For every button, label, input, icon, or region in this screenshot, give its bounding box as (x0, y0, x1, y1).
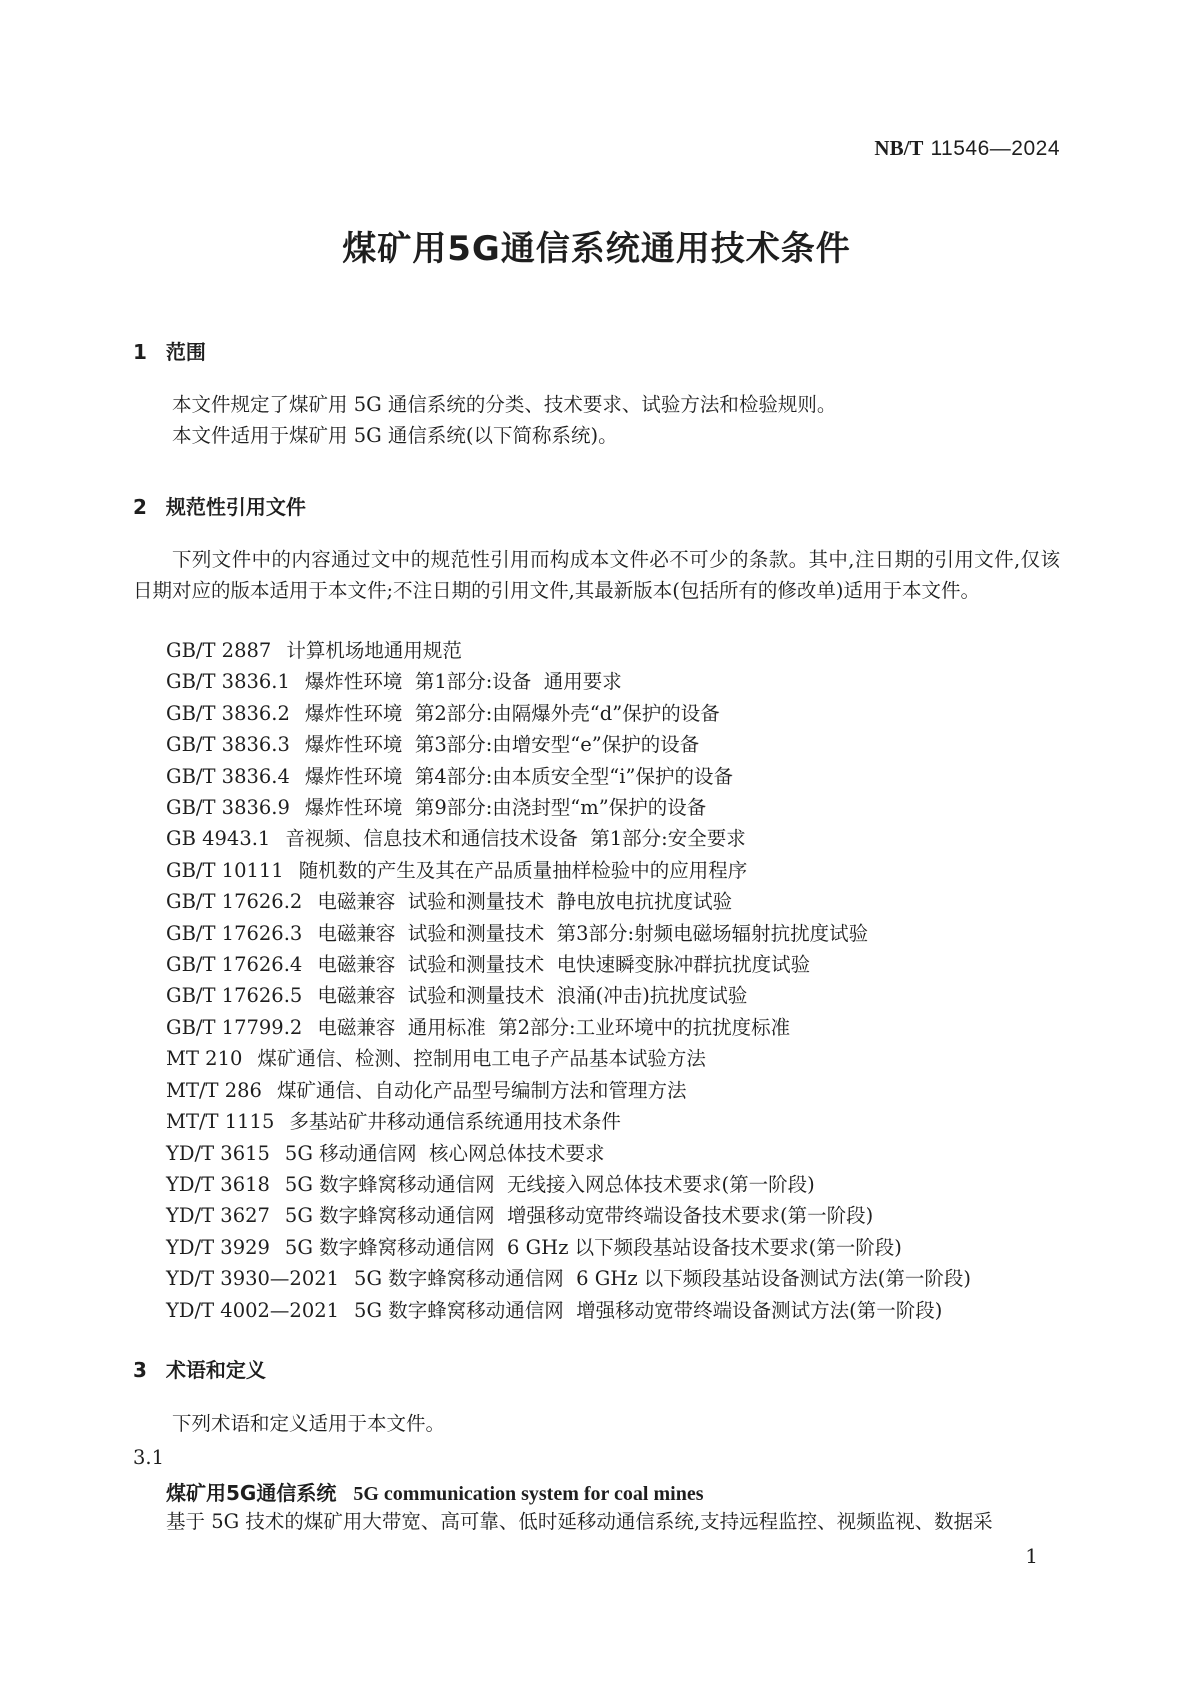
reference-code: GB/T 17626.2 (166, 890, 303, 914)
page-content (133, 0, 1060, 1684)
doc-number: 11546—2024 (930, 137, 1060, 160)
reference-code: MT/T 1115 (166, 1110, 275, 1134)
reference-title: 电磁兼容 试验和测量技术 浪涌(冲击)抗扰度试验 (317, 984, 748, 1008)
reference-item (133, 1295, 1060, 1326)
paragraph: 本文件规定了煤矿用 5G 通信系统的分类、技术要求、试验方法和检验规则。 (172, 393, 837, 416)
reference-item (133, 886, 1060, 917)
reference-title: 多基站矿井移动通信系统通用技术条件 (289, 1110, 621, 1134)
reference-item (133, 729, 1060, 760)
section-3-title: 术语和定义 (165, 1358, 266, 1382)
reference-item (133, 761, 1060, 792)
reference-title: 5G 数字蜂窝移动通信网 增强移动宽带终端设备技术要求(第一阶段) (284, 1204, 874, 1228)
reference-code: GB 4943.1 (166, 827, 271, 851)
reference-code: MT/T 286 (166, 1078, 262, 1102)
reference-item (133, 1043, 1060, 1074)
reference-code: GB/T 3836.2 (166, 701, 290, 725)
reference-item (133, 1169, 1060, 1200)
reference-code: GB/T 3836.1 (166, 670, 290, 694)
reference-item (133, 1075, 1060, 1106)
reference-code: YD/T 3929 (166, 1235, 270, 1259)
reference-code: YD/T 3627 (166, 1204, 270, 1228)
term-name-en: 5G communication system for coal mines (353, 1483, 704, 1505)
reference-code: MT 210 (166, 1047, 243, 1071)
doc-header (874, 136, 1060, 161)
references-list (133, 635, 1060, 1326)
section-3-number: 3 (133, 1358, 147, 1382)
reference-code: GB/T 10111 (166, 858, 284, 882)
reference-item (133, 1138, 1060, 1169)
reference-title: 电磁兼容 通用标准 第2部分:工业环境中的抗扰度标准 (317, 1015, 791, 1039)
reference-title: 爆炸性环境 第4部分:由本质安全型“i”保护的设备 (304, 764, 733, 788)
reference-code: YD/T 4002—2021 (166, 1298, 340, 1322)
reference-title: 计算机场地通用规范 (286, 639, 462, 662)
reference-title: 5G 数字蜂窝移动通信网 无线接入网总体技术要求(第一阶段) (284, 1172, 815, 1196)
reference-code: GB/T 17626.3 (166, 921, 303, 945)
reference-item (133, 980, 1060, 1011)
reference-item (133, 1232, 1060, 1263)
page-title: 煤矿用5G通信系统通用技术条件 (342, 229, 851, 269)
reference-title: 5G 数字蜂窝移动通信网 6 GHz 以下频段基站设备测试方法(第一阶段) (354, 1267, 972, 1291)
doc-number-prefix: NB/T (874, 136, 924, 160)
section-2-intro (133, 545, 1060, 606)
term-definition: 基于 5G 技术的煤矿用大带宽、高可靠、低时延移动通信系统,支持远程监控、视频监视、数据采 (166, 1510, 993, 1533)
reference-title: 5G 数字蜂窝移动通信网 6 GHz 以下频段基站设备技术要求(第一阶段) (284, 1235, 902, 1259)
reference-title: 电磁兼容 试验和测量技术 第3部分:射频电磁场辐射抗扰度试验 (317, 921, 869, 945)
section-2-number: 2 (133, 495, 147, 519)
reference-code: GB/T 2887 (166, 639, 272, 662)
reference-item (133, 1106, 1060, 1137)
section-3-heading (133, 1354, 266, 1383)
page-number: 1 (1025, 1544, 1038, 1568)
reference-title: 爆炸性环境 第1部分:设备 通用要求 (304, 670, 622, 694)
reference-code: GB/T 17626.5 (166, 984, 303, 1008)
section-2-heading (133, 491, 306, 520)
reference-code: GB/T 3836.4 (166, 764, 290, 788)
reference-code: YD/T 3930—2021 (166, 1267, 340, 1291)
reference-item (133, 698, 1060, 729)
section-1-heading (133, 336, 206, 365)
reference-item (133, 635, 1060, 666)
reference-item (133, 949, 1060, 980)
paragraph: 下列文件中的内容通过文中的规范性引用而构成本文件必不可少的条款。其中,注日期的引用文件,仅该日期对应的版本适用于本文件;不注日期的引用文件,其最新版本(包括所有的修改单)适用于本文件。 (133, 548, 1060, 602)
reference-item (133, 918, 1060, 949)
reference-code: GB/T 3836.3 (166, 733, 290, 757)
term-name-zh: 煤矿用5G通信系统 (166, 1481, 337, 1505)
reference-title: 电磁兼容 试验和测量技术 电快速瞬变脉冲群抗扰度试验 (317, 953, 811, 977)
reference-item (133, 823, 1060, 854)
section-1-title: 范围 (165, 340, 206, 364)
section-2-title: 规范性引用文件 (165, 495, 306, 519)
reference-title: 煤矿通信、检测、控制用电工电子产品基本试验方法 (257, 1047, 706, 1071)
term-entry (133, 1477, 704, 1506)
reference-title: 音视频、信息技术和通信技术设备 第1部分:安全要求 (285, 827, 746, 851)
reference-code: YD/T 3618 (166, 1172, 270, 1196)
reference-title: 5G 数字蜂窝移动通信网 增强移动宽带终端设备测试方法(第一阶段) (354, 1298, 943, 1322)
reference-item (133, 855, 1060, 886)
reference-item (133, 1263, 1060, 1294)
reference-code: YD/T 3615 (166, 1141, 270, 1165)
reference-title: 爆炸性环境 第9部分:由浇封型“m”保护的设备 (304, 796, 707, 820)
reference-code: GB/T 17799.2 (166, 1015, 303, 1039)
reference-code: GB/T 3836.9 (166, 796, 290, 820)
reference-item (133, 792, 1060, 823)
reference-title: 爆炸性环境 第2部分:由隔爆外壳“d”保护的设备 (304, 701, 720, 725)
term-number: 3.1 (133, 1446, 165, 1469)
paragraph: 下列术语和定义适用于本文件。 (172, 1412, 446, 1435)
reference-title: 5G 移动通信网 核心网总体技术要求 (284, 1141, 605, 1165)
paragraph: 本文件适用于煤矿用 5G 通信系统(以下简称系统)。 (172, 424, 618, 447)
section-1-number: 1 (133, 340, 147, 364)
reference-title: 随机数的产生及其在产品质量抽样检验中的应用程序 (298, 858, 748, 882)
reference-title: 电磁兼容 试验和测量技术 静电放电抗扰度试验 (317, 890, 733, 914)
section-3-intro (133, 1408, 1060, 1439)
reference-item (133, 666, 1060, 697)
reference-item (133, 1012, 1060, 1043)
reference-title: 爆炸性环境 第3部分:由增安型“e”保护的设备 (304, 733, 700, 757)
reference-item (133, 1200, 1060, 1231)
reference-code: GB/T 17626.4 (166, 953, 303, 977)
reference-title: 煤矿通信、自动化产品型号编制方法和管理方法 (276, 1078, 687, 1102)
section-1-paragraphs (133, 389, 1060, 451)
